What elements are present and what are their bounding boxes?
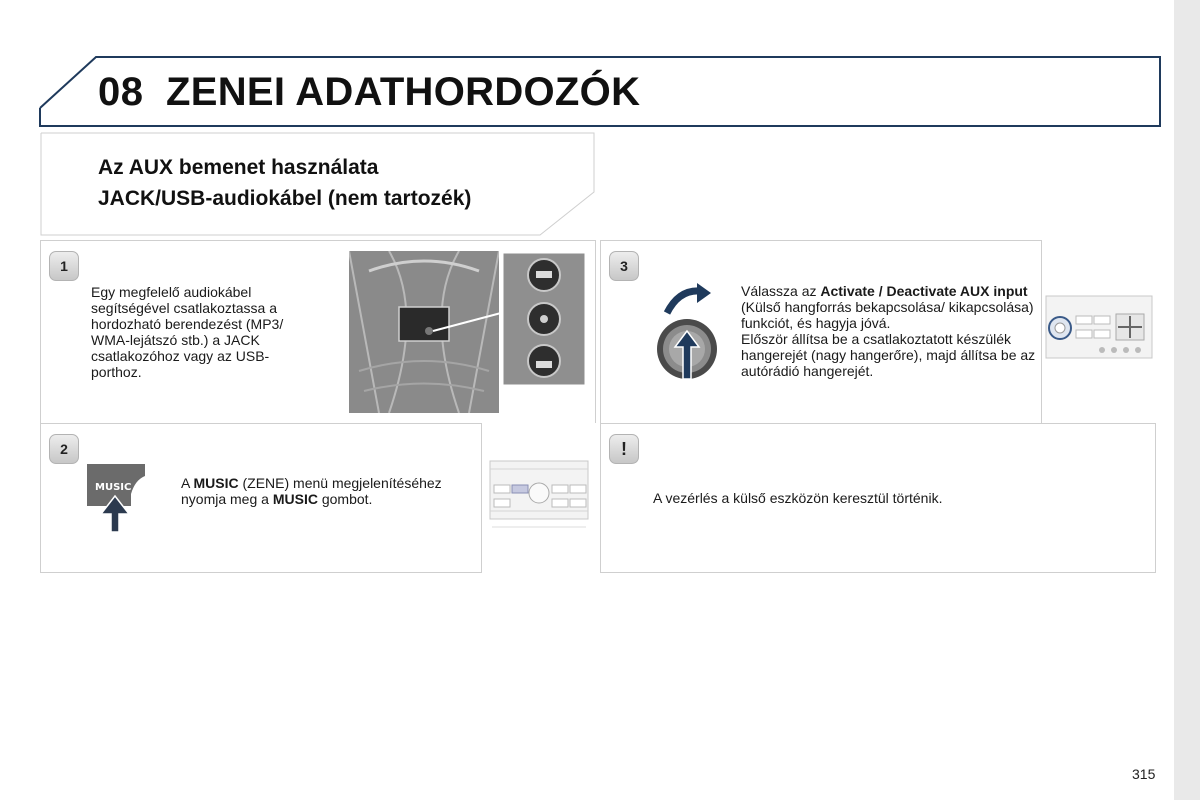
step-3-panel — [600, 240, 1156, 424]
music-button-label: MUSIC — [95, 482, 132, 493]
step-1-panel — [40, 240, 596, 424]
note-panel — [600, 423, 1156, 573]
section-title-line2: JACK/USB-audiokábel (nem tartozék) — [98, 187, 472, 210]
step-2-panel — [40, 423, 596, 573]
step-number-badge: 3 — [609, 251, 639, 281]
chapter-title: ZENEI ADATHORDOZÓK — [166, 70, 641, 114]
rotary-knob-icon — [655, 283, 721, 381]
section-heading — [40, 132, 596, 236]
step-1-text: Egy megfelelő audiokábel segítségével csatlakoztassa a hordozható berendezést (MP3/ WMA-lejátszó stb.) a JACK csatlakozóhoz vagy az USB-porthoz. — [91, 284, 284, 380]
step-number-badge: 2 — [49, 434, 79, 464]
step-2-text: A MUSIC (ZENE) menü megjelenítéséhez nyomja meg a MUSIC gombot. — [181, 475, 442, 507]
chapter-number: 08 — [98, 70, 144, 114]
radio-knob-image — [1041, 240, 1156, 424]
note-text: A vezérlés a külső eszközön keresztül történik. — [653, 490, 943, 506]
radio-panel-image — [481, 423, 596, 573]
step-number-badge: 1 — [49, 251, 79, 281]
page-number: 315 — [1132, 766, 1156, 782]
heading-frame — [40, 132, 596, 236]
music-button-icon — [85, 462, 147, 534]
chapter-header — [38, 56, 1162, 128]
page-edge-strip — [1174, 0, 1200, 800]
section-title-line1: Az AUX bemenet használata — [98, 156, 379, 179]
warning-icon: ! — [609, 434, 639, 464]
step-3-text: Válassza az Activate / Deactivate AUX input (Külső hangforrás bekapcsolása/ kikapcsolása) funkciót, és hagyja jóvá. Először állítsa be a csatlakoztatott készülék hangerejét (nagy hangerőre), majd állítsa be az autórádió hangerejét. — [741, 283, 1036, 379]
console-aux-usb-photo — [349, 251, 586, 413]
